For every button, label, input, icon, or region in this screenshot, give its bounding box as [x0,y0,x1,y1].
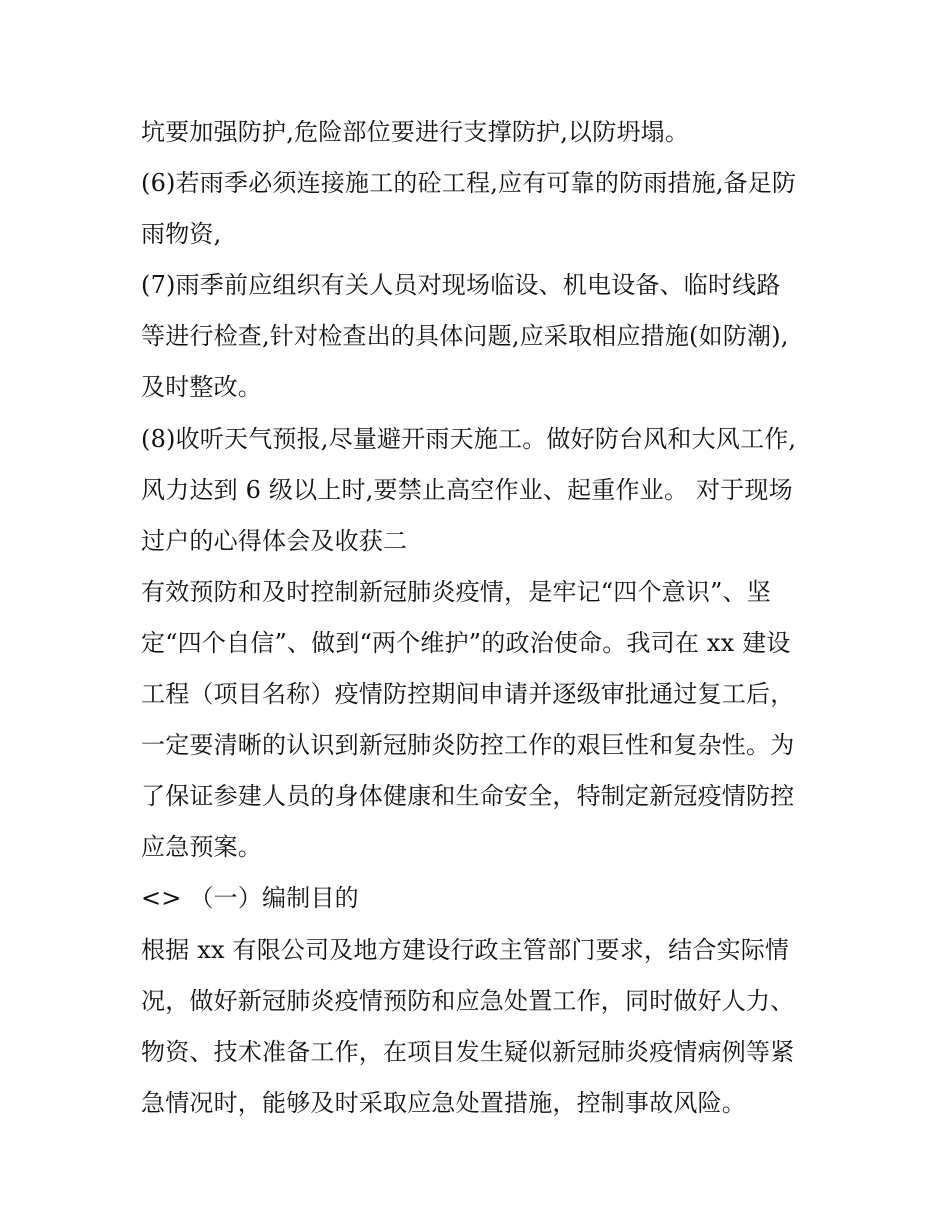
text-line: 应急预案。 [141,833,262,862]
text-line: 了保证参建人员的身体健康和生命安全，特制定新冠疫情防控 [141,782,795,811]
text-line: 过户的心得体会及收获二 [141,526,408,555]
text-line: (8)收听天气预报,尽量避开雨天施工。做好防台风和大风工作, [141,424,797,453]
text-line: 有效预防和及时控制新冠肺炎疫情，是牢记“四个意识”、坚 [141,577,771,606]
text-line: 物资、技术准备工作，在项目发生疑似新冠肺炎疫情病例等紧 [141,1037,795,1066]
text-line: 定“四个自信”、做到“两个维护”的政治使命。我司在 xx 建设 [141,628,791,657]
text-line: 急情况时，能够及时采取应急处置措施，控制事故风险。 [141,1088,746,1117]
text-line: 风力达到 6 级以上时,要禁止高空作业、起重作业。 对于现场 [141,475,793,504]
text-line: 雨物资, [141,220,222,249]
text-line: (6)若雨季必须连接施工的砼工程,应有可靠的防雨措施,备足防 [141,169,797,198]
text-line: 坑要加强防护,危险部位要进行支撑防护,以防坍塌。 [141,118,690,146]
text-line: 根据 xx 有限公司及地方建设行政主管部门要求，结合实际情 [141,935,790,964]
text-line: 等进行检查,针对检查出的具体问题,应采取相应措施(如防潮), [141,322,789,351]
text-line: 工程（项目名称）疫情防控期间申请并逐级审批通过复工后， [141,680,795,709]
text-line: 况，做好新冠肺炎疫情预防和应急处置工作，同时做好人力、 [141,986,795,1015]
text-line: 一定要清晰的认识到新冠肺炎防控工作的艰巨性和复杂性。为 [141,731,795,760]
text-line: 及时整改。 [141,373,262,402]
text-line: (7)雨季前应组织有关人员对现场临设、机电设备、临时线路 [141,271,781,300]
text-line: <> （一）编制目的 [141,884,359,913]
document-body [141,107,821,1129]
